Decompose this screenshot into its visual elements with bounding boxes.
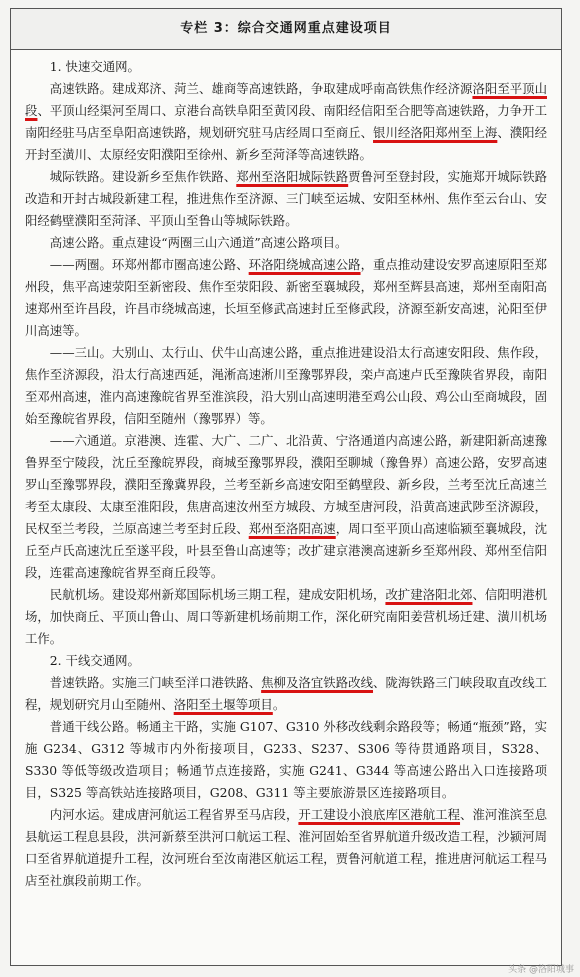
text-run: 民航机场。建设郑州新郑国际机场三期工程，建成安阳机场，: [49, 587, 386, 602]
text-run: 1. 快速交通网。: [49, 59, 140, 74]
text-run: 2. 干线交通网。: [49, 653, 140, 668]
paragraph: [25, 430, 547, 584]
text-run: ——两圈。环郑州都市圈高速公路、: [49, 257, 249, 272]
highlighted-text: 环洛阳绕城高速公路: [248, 257, 361, 272]
text-run: 。: [272, 697, 286, 712]
document-page: [10, 8, 562, 966]
paragraph: [25, 672, 547, 716]
paragraph: [25, 716, 547, 804]
paragraph: [25, 254, 547, 342]
highlighted-text: 开工建设小浪底库区港航工程: [298, 807, 461, 822]
page-title: 专栏 3：综合交通网重点建设项目: [11, 9, 561, 50]
paragraph: [25, 342, 547, 430]
paragraph: [25, 584, 547, 650]
text-run: 普通干线公路。畅通主干路，实施 G107、G310 外移改线剩余路段等；畅通“瓶颈”路，实施 G234、G312 等城市内外衔接项目，G233、S237、S306 等待贯通路项目，S328、S330 等低等级改造项目；畅通节点连接路，实施 G241、G344 等高速公路出入口连接路项目，S325 等高铁站连接路项目，G208、G311 等主要旅游景区连接路项目。: [25, 719, 547, 800]
paragraph: [25, 232, 547, 254]
highlighted-text: 洛阳至土堰等项目: [173, 697, 273, 712]
text-run: 、信阳明港机场，加快商丘、平顶山鲁山、周口等新建机场前期工作，深化研究南阳姜营机场迁建、潢川机场工作。: [25, 587, 548, 646]
highlighted-text: 郑州至洛阳高速: [248, 521, 336, 536]
text-run: 高速铁路。建成郑济、菏兰、雄商等高速铁路，争取建成呼南高铁焦作经济源: [49, 81, 473, 96]
text-run: 内河水运。建成唐河航运工程省界至马店段，: [49, 807, 299, 822]
highlighted-text: 洛阳至平顶山段: [25, 81, 547, 118]
paragraph: [25, 56, 547, 78]
paragraph: [25, 166, 547, 232]
text-run: 贾鲁河至登封段，实施郑开城际铁路改造和开封古城段新建工程，推进焦作至济源、三门峡至运城、安阳至林州、焦作至云台山、安阳经鹤壁濮阳至菏泽、平顶山至鲁山等城际铁路。: [25, 169, 548, 228]
paragraph: [25, 78, 547, 166]
text-run: ——六通道。京港澳、连霍、大广、二广、北沿黄、宁洛通道内高速公路，新建阳新高速豫鲁界至宁陵段，沈丘至豫皖界段，商城至豫鄂界段，濮阳至聊城（豫鲁界）高速公路，安罗高速罗山至豫鄂界段，濮阳至豫冀界段，兰考至新乡高速安阳至鹤壁段、新乡段，兰考至沈丘高速兰考至太康段、太康至淮阳段，焦唐高速汝州至方城段、方城至唐河段，沿黄高速武陟至济源段，民权至兰考段，兰原高速兰考至封丘段、: [25, 433, 547, 536]
text-run: 、濮阳经开封至潢川、太原经安阳濮阳至徐州、新乡至菏泽等高速铁路。: [25, 125, 548, 162]
paragraph: [25, 650, 547, 672]
highlighted-text: 银川经洛阳郑州至上海: [373, 125, 498, 140]
highlighted-text: 改扩建洛阳北郊: [385, 587, 473, 602]
text-run: 高速公路。重点建设“两圈三山六通道”高速公路项目。: [49, 235, 348, 250]
text-run: ，重点推动建设安罗高速原阳至郑州段，焦平高速荥阳至新密段、焦作至荥阳段、新密至襄城段，郑州至辉县高速，郑州至南阳高速郑州至许昌段，许昌市绕城高速，长垣至修武高速封丘至修武段，济源至新安高速，沁阳至伊川高速等。: [25, 257, 548, 338]
text-run: 普速铁路。实施三门峡至洋口港铁路、: [49, 675, 262, 690]
text-run: 、平顶山经渠河至周口、京港台高铁阜阳至黄冈段、南阳经信阳至合肥等高速铁路，力争开工南阳经驻马店至阜阳高速铁路，规划研究驻马店经周口至商丘、: [25, 103, 548, 140]
highlighted-text: 郑州至洛阳城际铁路: [236, 169, 349, 184]
text-run: ——三山。大别山、太行山、伏牛山高速公路，重点推进建设沿太行高速安阳段、焦作段，焦作至济源段，沿太行高速西延，渑淅高速淅川至豫鄂界段，栾卢高速卢氏至豫陕省界段，南阳至邓州高速，淮内高速豫皖省界至淮滨段，沿大别山高速明港至鸡公山段、鸡公山至商城段，固始至豫皖省界段，信阳至随州（豫鄂界）等。: [25, 345, 547, 426]
text-run: 城际铁路。建设新乡至焦作铁路、: [49, 169, 237, 184]
watermark: 头条 @洛阳城事: [508, 965, 574, 975]
text-run: 、陇海铁路三门峡段取直改线工程，规划研究月山至随州、: [25, 675, 548, 712]
text-run: 、淮河淮滨至息县航运工程息县段，洪河新蔡至洪河口航运工程、淮河固始至省界航道升级改造工程，沙颍河周口至省界航道提升工程，汝河班台至汝南港区航运工程，贾鲁河航道工程，推进唐河航运工程马店至社旗段前期工作。: [25, 807, 548, 888]
paragraph: [25, 804, 547, 892]
document-body: [11, 50, 561, 892]
text-run: ，周口至平顶山高速临颍至襄城段，沈丘至卢氏高速沈丘至遂平段，叶县至鲁山高速等；改扩建京港澳高速新乡至郑州段、郑州至信阳段，连霍高速豫皖省界至商丘段等。: [25, 521, 548, 580]
highlighted-text: 焦柳及洛宜铁路改线: [261, 675, 374, 690]
